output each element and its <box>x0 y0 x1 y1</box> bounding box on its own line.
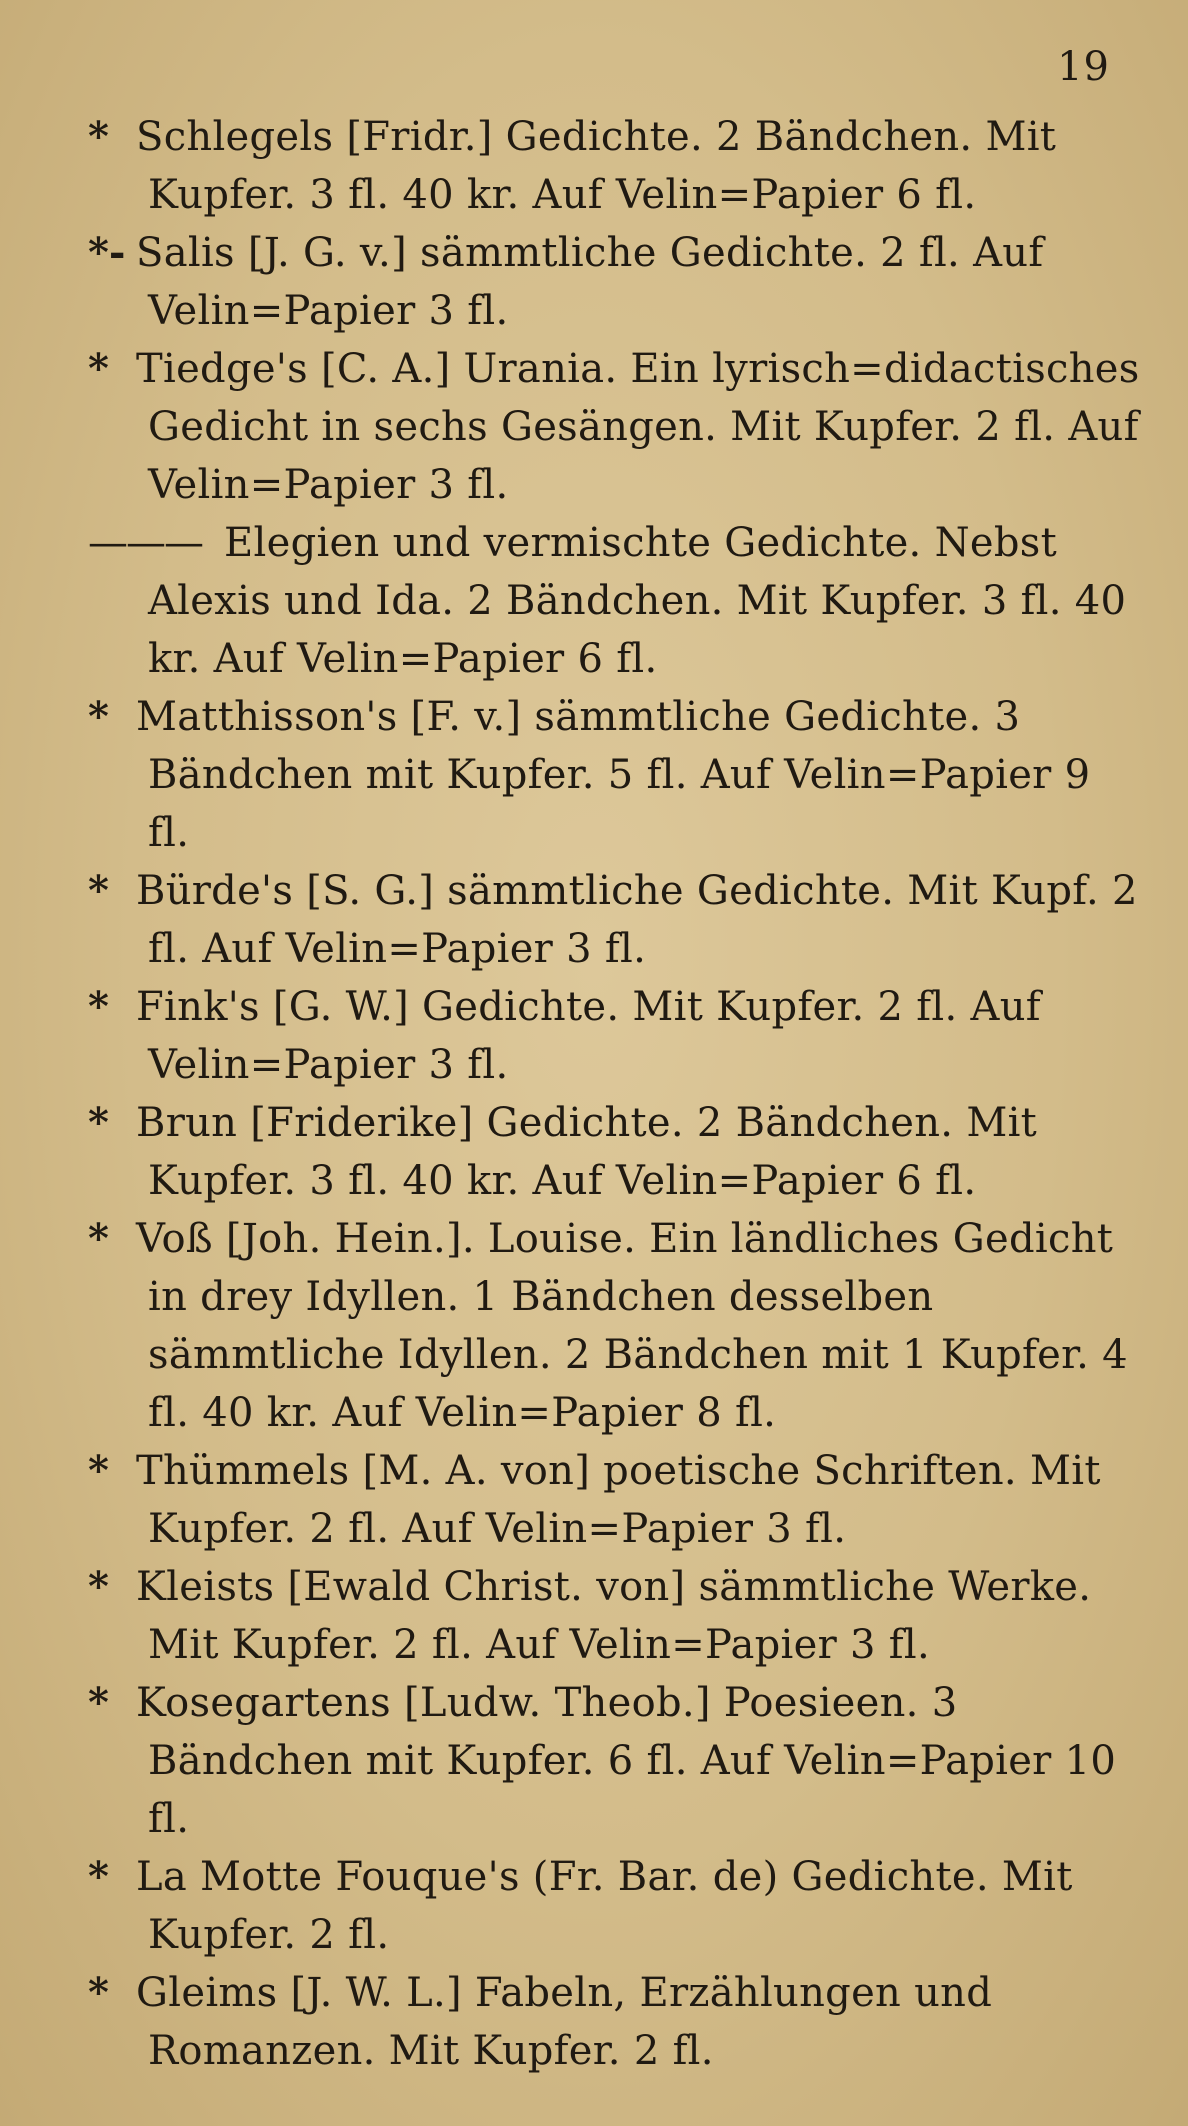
catalog-entry-gleim <box>40 1964 1140 2080</box>
entry-text: Salis [J. G. v.] sämmtliche Gedichte. 2 fl. Auf Velin=Papier 3 fl. <box>136 230 1044 334</box>
catalog-entry-salis <box>40 224 1140 340</box>
ditto-dash: ——— <box>88 520 202 566</box>
entry-text: Kosegartens [Ludw. Theob.] Poesieen. 3 Bändchen mit Kupfer. 6 fl. Auf Velin=Papier 10 fl. <box>136 1680 1117 1842</box>
entry-marker: * <box>88 1679 109 1726</box>
catalog-entry-voss <box>40 1210 1140 1442</box>
entry-text: Bürde's [S. G.] sämmtliche Gedichte. Mit Kupf. 2 fl. Auf Velin=Papier 3 fl. <box>136 868 1138 972</box>
catalog-entry-kleist <box>40 1558 1140 1674</box>
entry-marker: * <box>88 1969 109 2016</box>
catalog-entry-la-motte-fouque <box>40 1848 1140 1964</box>
entry-text: Kleists [Ewald Christ. von] sämmtliche Werke. Mit Kupfer. 2 fl. Auf Velin=Papier 3 fl. <box>136 1564 1092 1668</box>
entry-marker: * <box>88 1447 109 1494</box>
entry-marker: * <box>88 345 109 392</box>
entry-marker: * <box>88 1853 109 1900</box>
entry-marker: * <box>88 1099 109 1146</box>
catalog-entry-brun <box>40 1094 1140 1210</box>
entry-marker: * <box>88 1215 109 1262</box>
entry-marker: * <box>88 113 109 160</box>
catalog-entry-tiedge-urania <box>40 340 1140 514</box>
book-catalog-list <box>40 108 1140 2080</box>
entry-text: La Motte Fouque's (Fr. Bar. de) Gedichte. Mit Kupfer. 2 fl. <box>136 1854 1073 1958</box>
page-number: 19 <box>1057 44 1110 90</box>
entry-text: Brun [Friderike] Gedichte. 2 Bändchen. Mit Kupfer. 3 fl. 40 kr. Auf Velin=Papier 6 fl. <box>136 1100 1038 1204</box>
catalog-entry-kosegarten <box>40 1674 1140 1848</box>
entry-marker: * <box>88 693 109 740</box>
entry-text: Fink's [G. W.] Gedichte. Mit Kupfer. 2 fl. Auf Velin=Papier 3 fl. <box>136 984 1041 1088</box>
catalog-entry-schlegel <box>40 108 1140 224</box>
catalog-entry-tiedge-elegien <box>40 514 1140 688</box>
catalog-entry-matthisson <box>40 688 1140 862</box>
catalog-entry-fink <box>40 978 1140 1094</box>
catalog-entry-buerde <box>40 862 1140 978</box>
entry-marker: * <box>88 867 109 914</box>
entry-text: Thümmels [M. A. von] poetische Schriften. Mit Kupfer. 2 fl. Auf Velin=Papier 3 fl. <box>136 1448 1101 1552</box>
entry-text: Gleims [J. W. L.] Fabeln, Erzählungen und Romanzen. Mit Kupfer. 2 fl. <box>136 1970 993 2074</box>
entry-text: Voß [Joh. Hein.]. Louise. Ein ländliches Gedicht in drey Idyllen. 1 Bändchen desselben sämmtliche Idyllen. 2 Bändchen mit 1 Kupfer. 4 fl. 40 kr. Auf Velin=Papier 8 fl. <box>136 1216 1128 1436</box>
entry-text: Matthisson's [F. v.] sämmtliche Gedichte. 3 Bändchen mit Kupfer. 5 fl. Auf Velin=Papier 9 fl. <box>136 694 1091 856</box>
entry-marker: * <box>88 983 109 1030</box>
entry-text: Schlegels [Fridr.] Gedichte. 2 Bändchen. Mit Kupfer. 3 fl. 40 kr. Auf Velin=Papier 6 fl. <box>136 114 1057 218</box>
entry-text: Tiedge's [C. A.] Urania. Ein lyrisch=didactisches Gedicht in sechs Gesängen. Mit Kupfer. 2 fl. Auf Velin=Papier 3 fl. <box>136 346 1140 508</box>
catalog-entry-thuemmel <box>40 1442 1140 1558</box>
entry-text: Elegien und vermischte Gedichte. Nebst Alexis und Ida. 2 Bändchen. Mit Kupfer. 3 fl. 40 kr. Auf Velin=Papier 6 fl. <box>148 520 1127 682</box>
entry-marker: * <box>88 1563 109 1610</box>
entry-marker: *- <box>88 229 126 276</box>
